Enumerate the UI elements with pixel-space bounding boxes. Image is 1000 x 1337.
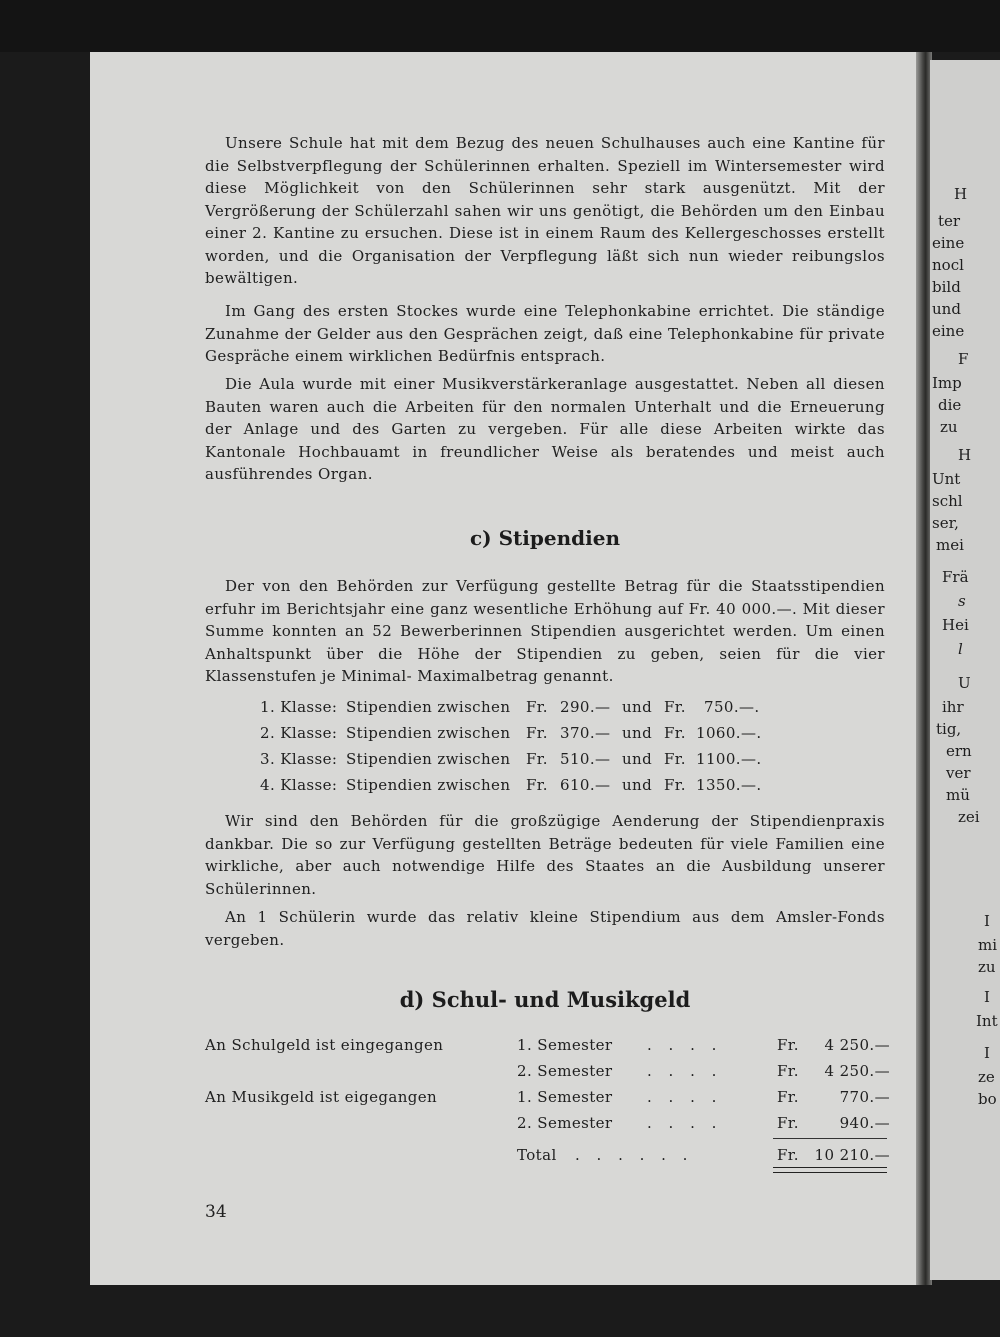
fee-dots: . . . . (647, 1114, 723, 1132)
fee-currency: Fr. (777, 1036, 799, 1054)
next-page-text: bild (932, 278, 961, 296)
scan-background (0, 0, 1000, 52)
paragraph-kantine: Unsere Schule hat mit dem Bezug des neuen Schulhauses auch eine Kantine für die Selbstverpflegung der Schülerinnen erhalten. Speziell im Wintersemester wird diese Möglichkeit von den Schülerinnen sehr stark ausgenützt. Mit der Vergrößerung der Schülerzahl sahen wir uns genötigt, die Behörden um den Einbau einer 2. Kantine zu ersuchen. Diese ist in einem Raum des Kellergeschosses erstellt worden, und die Organisation der Verpflegung läßt sich nun wieder reibungslos bewältigen. (205, 134, 885, 287)
stipend-min: 290.— (560, 698, 611, 716)
stipend-currency: Fr. (664, 750, 686, 768)
stipend-min: 370.— (560, 724, 611, 742)
fee-row (205, 1088, 890, 1110)
stipend-klasse: 4. Klasse: (260, 776, 338, 794)
next-page-text: zei (958, 808, 980, 826)
fee-dots: . . . . (647, 1088, 723, 1106)
fee-row (205, 1062, 890, 1084)
fee-total-row (205, 1146, 890, 1168)
next-page-text: I (984, 912, 990, 930)
stipend-max: 750.—. (704, 698, 760, 716)
fee-amount: 770.— (839, 1088, 890, 1106)
next-page-text: zu (940, 418, 958, 436)
stipend-currency: Fr. (664, 724, 686, 742)
next-page-text: Hei (942, 616, 969, 634)
next-page-text: H (954, 185, 968, 203)
stipend-currency: Fr. (664, 698, 686, 716)
stipend-text: Stipendien zwischen (346, 698, 511, 716)
fee-semester: 2. Semester (517, 1114, 613, 1132)
next-page-text: eine (932, 322, 965, 340)
stipend-text: Stipendien zwischen (346, 724, 511, 742)
next-page-text: Imp (932, 374, 962, 392)
fee-row (205, 1036, 890, 1058)
fee-dots: . . . . (647, 1036, 723, 1054)
next-page-text: die (938, 396, 962, 414)
stipend-currency: Fr. (526, 776, 548, 794)
next-page-text: I (984, 1044, 990, 1062)
stipend-max: 1350.—. (696, 776, 762, 794)
next-page-text: mü (946, 786, 970, 804)
paragraph-aula: Die Aula wurde mit einer Musikverstärkeranlage ausgestattet. Neben all diesen Bauten waren auch die Arbeiten für den normalen Unterhalt und die Erneuerung der Anlage und des Garten zu vergeben. Für alle diese Arbeiten wirkte das Kantonale Hochbauamt in freundlicher Weise als beratendes und meist auch ausführendes Organ. (205, 375, 885, 483)
fee-total-label: Total (517, 1146, 557, 1164)
stipend-currency: Fr. (664, 776, 686, 794)
next-page-text: bo (978, 1090, 997, 1108)
next-page-text: U (958, 674, 971, 692)
stipend-text: Stipendien zwischen (346, 750, 511, 768)
fee-row (205, 1114, 890, 1136)
stipend-currency: Fr. (526, 698, 548, 716)
fee-total-amount: 10 210.— (814, 1146, 890, 1164)
next-page-text: nocl (932, 256, 964, 274)
fee-semester: 1. Semester (517, 1088, 613, 1106)
next-page-text: ver (946, 764, 971, 782)
fee-dots: . . . . . . (575, 1146, 694, 1164)
stipend-max: 1060.—. (696, 724, 762, 742)
fee-semester: 2. Semester (517, 1062, 613, 1080)
fee-currency: Fr. (777, 1146, 799, 1164)
next-page-text: Int (976, 1012, 998, 1030)
sum-rule (773, 1138, 887, 1139)
stipend-und: und (622, 750, 653, 768)
stipend-text: Stipendien zwischen (346, 776, 511, 794)
paragraph-stipendien-dank: Wir sind den Behörden für die großzügige Aenderung der Stipendienpraxis dankbar. Die so zur Verfügung gestellten Beträge bedeuten für viele Familien eine wirkliche, aber auch notwendige Hilfe des Staates an die Ausbildung unserer Schülerinnen. (205, 812, 885, 898)
next-page-text: und (932, 300, 961, 318)
fee-amount: 940.— (839, 1114, 890, 1132)
next-page-text: Frä (942, 568, 969, 586)
stipend-klasse: 1. Klasse: (260, 698, 338, 716)
stipend-klasse: 2. Klasse: (260, 724, 338, 742)
stipend-currency: Fr. (526, 724, 548, 742)
fee-label: An Musikgeld ist eigegangen (205, 1088, 438, 1106)
stipend-und: und (622, 698, 653, 716)
next-page-text: ern (946, 742, 972, 760)
next-page-text: eine (932, 234, 965, 252)
total-double-rule (773, 1167, 887, 1173)
section-heading-stipendien: c) Stipendien (470, 526, 620, 550)
fee-semester: 1. Semester (517, 1036, 613, 1054)
next-page-text: F (958, 350, 969, 368)
next-page-text: tig, (936, 720, 962, 738)
section-heading-schul-musikgeld: d) Schul- und Musikgeld (399, 987, 691, 1012)
next-page-text: mi (978, 936, 998, 954)
paragraph-amsler-fonds: An 1 Schülerin wurde das relativ kleine Stipendium aus dem Amsler-Fonds vergeben. (205, 908, 885, 949)
fee-currency: Fr. (777, 1114, 799, 1132)
next-page-text: ihr (942, 698, 964, 716)
stipend-currency: Fr. (526, 750, 548, 768)
next-page-text: H (958, 446, 972, 464)
next-page-text: s (958, 592, 966, 610)
fee-dots: . . . . (647, 1062, 723, 1080)
fee-amount: 4 250.— (824, 1036, 890, 1054)
fee-currency: Fr. (777, 1088, 799, 1106)
stipend-und: und (622, 724, 653, 742)
stipend-und: und (622, 776, 653, 794)
next-page-text: ter (938, 212, 961, 230)
fee-currency: Fr. (777, 1062, 799, 1080)
next-page-text: ser, (932, 514, 959, 532)
stipend-min: 510.— (560, 750, 611, 768)
fee-label: An Schulgeld ist eingegangen (205, 1036, 444, 1054)
next-page-text: mei (936, 536, 964, 554)
next-page-fragment (930, 60, 1000, 1280)
next-page-text: I (984, 988, 990, 1006)
fee-amount: 4 250.— (824, 1062, 890, 1080)
next-page-text: l (958, 640, 963, 658)
next-page-text: ze (978, 1068, 995, 1086)
paragraph-telephonkabine: Im Gang des ersten Stockes wurde eine Telephonkabine errichtet. Die ständige Zunahme der Gelder aus den Gesprächen zeigt, daß eine Telephonkabine für private Gespräche einem wirklichen Bedürfnis entsprach. (205, 302, 885, 365)
next-page-text: schl (932, 492, 963, 510)
next-page-text: Unt (932, 470, 961, 488)
next-page-text: zu (978, 958, 996, 976)
page-number: 34 (205, 1202, 227, 1222)
stipend-max: 1100.—. (696, 750, 762, 768)
stipend-min: 610.— (560, 776, 611, 794)
paragraph-stipendien-intro: Der von den Behörden zur Verfügung gestellte Betrag für die Staatsstipendien erfuhr im Berichtsjahr eine ganz wesentliche Erhöhung auf Fr. 40 000.—. Mit dieser Summe konnten an 52 Bewerberinnen Stipendien ausgerichtet werden. Um einen Anhaltspunkt über die Höhe der Stipendien zu geben, seien für die vier Klassenstufen je Minimal- Maximalbetrag genannt. (205, 577, 885, 685)
stipend-klasse: 3. Klasse: (260, 750, 338, 768)
